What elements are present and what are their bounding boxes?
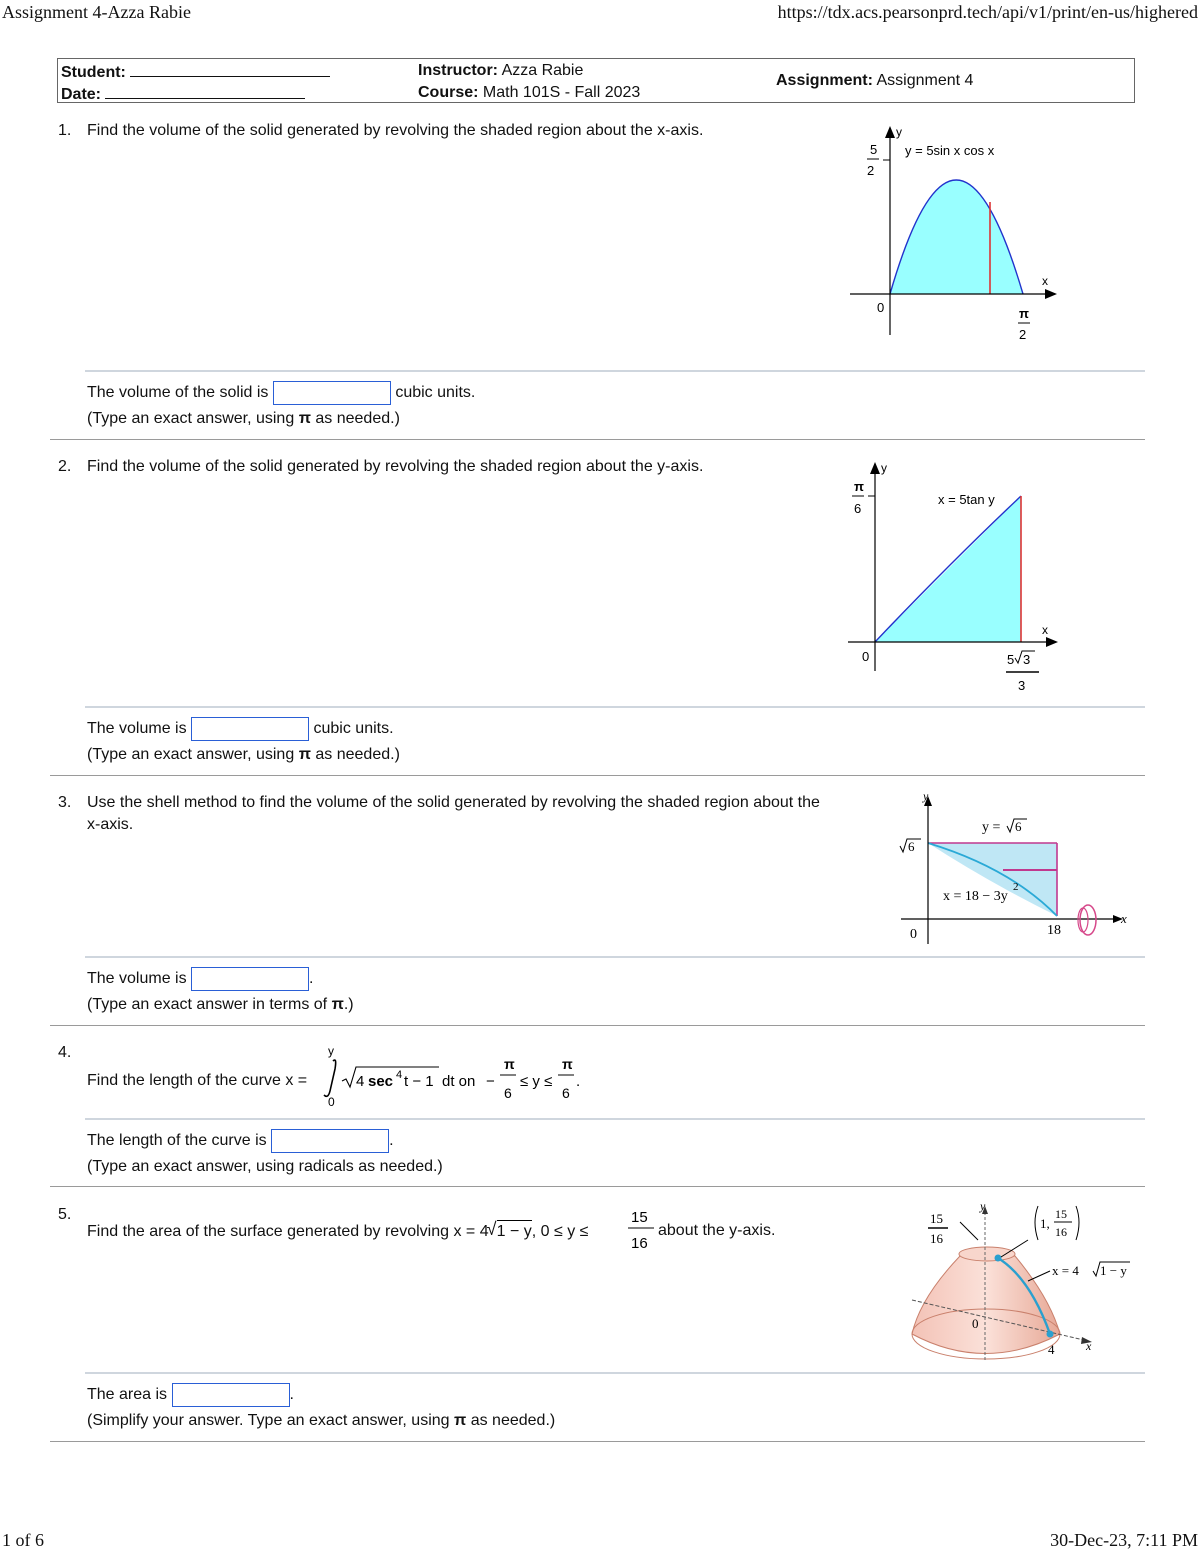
svg-text:sec: sec bbox=[368, 1073, 394, 1090]
svg-text:15: 15 bbox=[1055, 1207, 1067, 1221]
svg-text:6: 6 bbox=[562, 1085, 570, 1101]
question-number: 5. bbox=[58, 1206, 72, 1223]
answer-input[interactable] bbox=[273, 381, 391, 405]
svg-text:4: 4 bbox=[396, 1069, 403, 1081]
x-axis-arrow bbox=[1045, 289, 1057, 299]
question-number: 1. bbox=[58, 122, 72, 139]
print-page-url: https://tdx.acs.pearsonprd.tech/api/v1/print/en-us/highered bbox=[777, 2, 1198, 22]
svg-text:4: 4 bbox=[356, 1073, 365, 1090]
svg-text:0: 0 bbox=[328, 1095, 335, 1109]
origin-label: 0 bbox=[972, 1316, 979, 1331]
svg-text:2: 2 bbox=[1019, 327, 1027, 342]
svg-text:16: 16 bbox=[631, 1235, 648, 1252]
answer-row: The volume of the solid is cubic units. bbox=[87, 380, 475, 406]
y-label: y bbox=[980, 1199, 986, 1213]
answer-hint: (Type an exact answer, using π as needed.) bbox=[87, 410, 400, 427]
answer-input[interactable] bbox=[271, 1129, 389, 1153]
x-label: x bbox=[1086, 1339, 1092, 1353]
svg-text:15: 15 bbox=[930, 1211, 943, 1226]
curve-label: x = 18 − 3y bbox=[943, 889, 1008, 904]
course-field: Course: Math 101S - Fall 2023 bbox=[418, 84, 641, 101]
x-axis-arrow bbox=[1046, 637, 1058, 647]
question-text: Use the shell method to find the volume of the solid generated by revolving the shaded region about the x-axis. bbox=[87, 794, 820, 833]
question-number: 3. bbox=[58, 794, 72, 811]
question-text: Find the volume of the solid generated by revolving the shaded region about the y-axis. bbox=[87, 458, 704, 475]
assignment-field: Assignment: Assignment 4 bbox=[776, 72, 974, 89]
print-timestamp: 30-Dec-23, 7:11 PM bbox=[1050, 1530, 1198, 1550]
svg-text:6: 6 bbox=[504, 1085, 512, 1101]
question-text-end: about the y-axis. bbox=[658, 1222, 776, 1239]
answer-row: The volume is . bbox=[87, 966, 314, 992]
svg-text:5: 5 bbox=[870, 142, 878, 157]
svg-text:π: π bbox=[562, 1056, 573, 1072]
question-number: 2. bbox=[58, 458, 72, 475]
answer-hint: (Type an exact answer, using π as needed.) bbox=[87, 746, 400, 763]
answer-row: The length of the curve is . bbox=[87, 1128, 394, 1154]
svg-text:3: 3 bbox=[1023, 652, 1031, 667]
answer-hint: (Type an exact answer, using radicals as needed.) bbox=[87, 1158, 443, 1175]
q3-graph bbox=[895, 788, 1135, 948]
question-number: 4. bbox=[58, 1044, 72, 1061]
answer-input[interactable] bbox=[172, 1383, 290, 1407]
svg-text:1,: 1, bbox=[1040, 1216, 1050, 1231]
q5-graph bbox=[900, 1198, 1140, 1370]
svg-text:−: − bbox=[486, 1073, 495, 1090]
x-tick-18: 18 bbox=[1047, 923, 1061, 938]
svg-text:5: 5 bbox=[1007, 652, 1015, 667]
answer-row: The area is . bbox=[87, 1382, 294, 1408]
svg-text:1 − y: 1 − y bbox=[1100, 1263, 1127, 1278]
x-tick-4: 4 bbox=[1048, 1342, 1055, 1357]
svg-text:6: 6 bbox=[908, 839, 915, 854]
svg-text:2: 2 bbox=[1013, 881, 1019, 893]
answer-row: The volume is cubic units. bbox=[87, 716, 394, 742]
svg-text:6: 6 bbox=[854, 501, 862, 516]
y-axis-arrow bbox=[870, 462, 880, 474]
svg-text:π: π bbox=[1019, 306, 1029, 321]
integral-sign bbox=[324, 1060, 336, 1096]
svg-text:t − 1: t − 1 bbox=[404, 1073, 434, 1090]
answer-hint: (Type an exact answer in terms of π.) bbox=[87, 996, 354, 1013]
y-label: y bbox=[923, 789, 929, 803]
question-text: Find the area of the surface generated by revolving x = 4 √ 1 − y, 0 ≤ y ≤ bbox=[87, 1220, 588, 1243]
svg-text:≤ y ≤: ≤ y ≤ bbox=[520, 1073, 553, 1090]
instructor-field: Instructor: Azza Rabie bbox=[418, 62, 584, 79]
assignment-header bbox=[57, 58, 1135, 103]
svg-text:y: y bbox=[328, 1044, 334, 1058]
shaded-region bbox=[928, 843, 1057, 916]
q4-integral bbox=[318, 1043, 608, 1109]
q5-fraction bbox=[622, 1205, 658, 1253]
y-label: y bbox=[881, 461, 887, 475]
curve-label: y = 5sin x cos x bbox=[905, 143, 995, 158]
answer-hint: (Simplify your answer. Type an exact answer, using π as needed.) bbox=[87, 1412, 556, 1429]
student-field: Student: bbox=[61, 62, 330, 82]
origin-label: 0 bbox=[877, 300, 885, 315]
y-axis-arrow bbox=[885, 126, 895, 138]
svg-text:15: 15 bbox=[631, 1209, 648, 1226]
q2-graph bbox=[840, 458, 1070, 698]
origin-label: 0 bbox=[910, 927, 917, 942]
x-label: x bbox=[1121, 911, 1127, 926]
svg-text:π: π bbox=[504, 1056, 515, 1072]
svg-text:3: 3 bbox=[1018, 678, 1026, 693]
answer-input[interactable] bbox=[191, 967, 309, 991]
q1-graph bbox=[845, 120, 1075, 350]
curve-label: x = 5tan y bbox=[938, 492, 995, 507]
svg-text:16: 16 bbox=[1055, 1225, 1067, 1239]
y-label: y bbox=[896, 125, 902, 139]
answer-input[interactable] bbox=[191, 717, 309, 741]
print-page-number: 1 of 6 bbox=[2, 1530, 44, 1550]
top-line-label: y = bbox=[982, 820, 1001, 835]
date-field: Date: bbox=[61, 84, 305, 104]
svg-text:.: . bbox=[576, 1073, 581, 1090]
svg-text:16: 16 bbox=[930, 1231, 943, 1246]
svg-text:π: π bbox=[854, 479, 864, 494]
svg-text:dt on: dt on bbox=[442, 1073, 476, 1090]
curve-label: x = 4 bbox=[1052, 1263, 1079, 1278]
origin-label: 0 bbox=[862, 649, 870, 664]
x-label: x bbox=[1042, 623, 1048, 637]
svg-text:6: 6 bbox=[1015, 819, 1022, 834]
print-page-title: Assignment 4-Azza Rabie bbox=[2, 2, 191, 22]
x-label: x bbox=[1042, 274, 1048, 288]
svg-text:2: 2 bbox=[867, 163, 875, 178]
question-text: Find the volume of the solid generated by revolving the shaded region about the x-axis. bbox=[87, 122, 704, 139]
question-text: Find the length of the curve x = bbox=[87, 1072, 308, 1089]
